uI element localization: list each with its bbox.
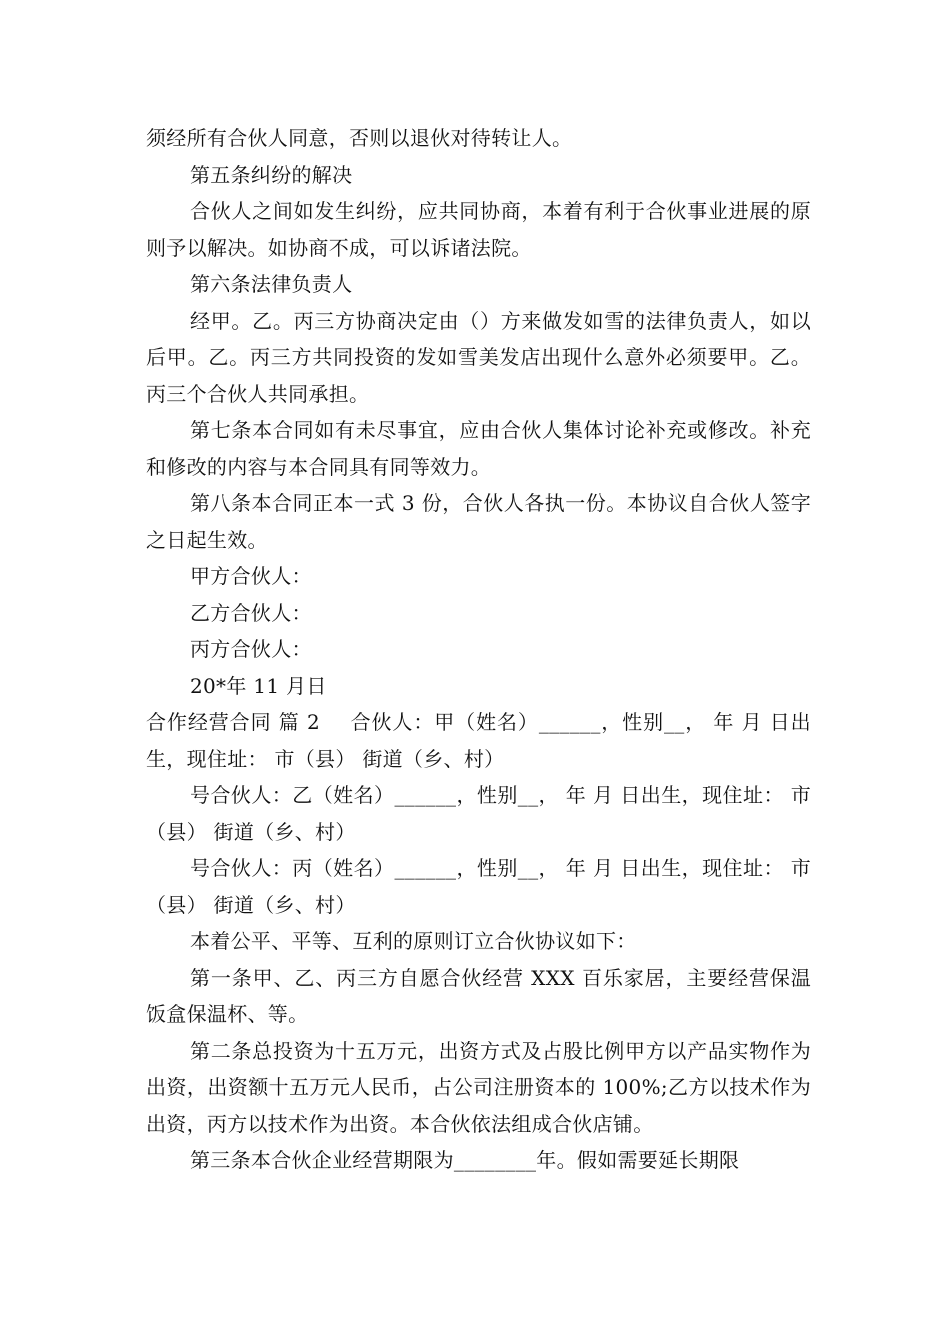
heading-article-6: 第六条法律负责人: [190, 272, 353, 296]
paragraph-article-2: 第二条总投资为十五万元，出资方式及占股比例甲方以产品实物作为出资，出资额十五万元人民币，占公司注册资本的 100%;乙方以技术作为出资，丙方以技术作为出资。本合伙依法组成合伙店铺。: [146, 1038, 811, 1136]
partner-c-info: 号合伙人：丙（姓名）______，性别__， 年 月 日出生，现住址： 市（县） 街道（乡、村）: [146, 856, 811, 917]
heading-article-5: 第五条纠纷的解决: [190, 162, 353, 187]
section-2-start: [146, 704, 811, 777]
section-2-heading: 合作经营合同 篇 2: [146, 710, 320, 734]
paragraph-article-1: 第一条甲、乙、丙三方自愿合伙经营 XXX 百乐家居，主要经营保温饭盒保温杯、等。: [146, 965, 811, 1026]
partner-b-info: 号合伙人：乙（姓名）______，性别__， 年 月 日出生，现住址： 市（县） 街道（乡、村）: [146, 783, 811, 844]
paragraph-dispute-resolution: 合伙人之间如发生纠纷，应共同协商，本着有利于合伙事业进展的原则予以解决。如协商不成，可以诉诸法院。: [146, 199, 811, 260]
paragraph-principles: 本着公平、平等、互利的原则订立合伙协议如下：: [190, 929, 637, 953]
signature-partner-b: 乙方合伙人：: [190, 600, 312, 625]
signature-date: 20*年 11 月日: [190, 673, 327, 698]
paragraph-article-7: 第七条本合同如有未尽事宜，应由合伙人集体讨论补充或修改。补充和修改的内容与本合同具有同等效力。: [146, 418, 811, 479]
paragraph-transfer-clause: 须经所有合伙人同意，否则以退伙对待转让人。: [146, 126, 573, 150]
partner-a-info: 合伙人：甲（姓名）______，性别__， 年 月 日出生，现住址： 市（县） 街道（乡、村）: [146, 710, 811, 771]
paragraph-article-3: 第三条本合伙企业经营期限为________年。假如需要延长期限: [190, 1148, 740, 1172]
paragraph-article-8: 第八条本合同正本一式 3 份，合伙人各执一份。本协议自合伙人签字之日起生效。: [146, 491, 811, 552]
paragraph-legal-representative: 经甲。乙。丙三方协商决定由（）方来做发如雪的法律负责人，如以后甲。乙。丙三方共同投资的发如雪美发店出现什么意外必须要甲。乙。丙三个合伙人共同承担。: [146, 308, 811, 406]
signature-partner-c: 丙方合伙人：: [190, 637, 312, 661]
signature-partner-a: 甲方合伙人：: [190, 564, 312, 588]
document-body: [146, 120, 811, 1179]
